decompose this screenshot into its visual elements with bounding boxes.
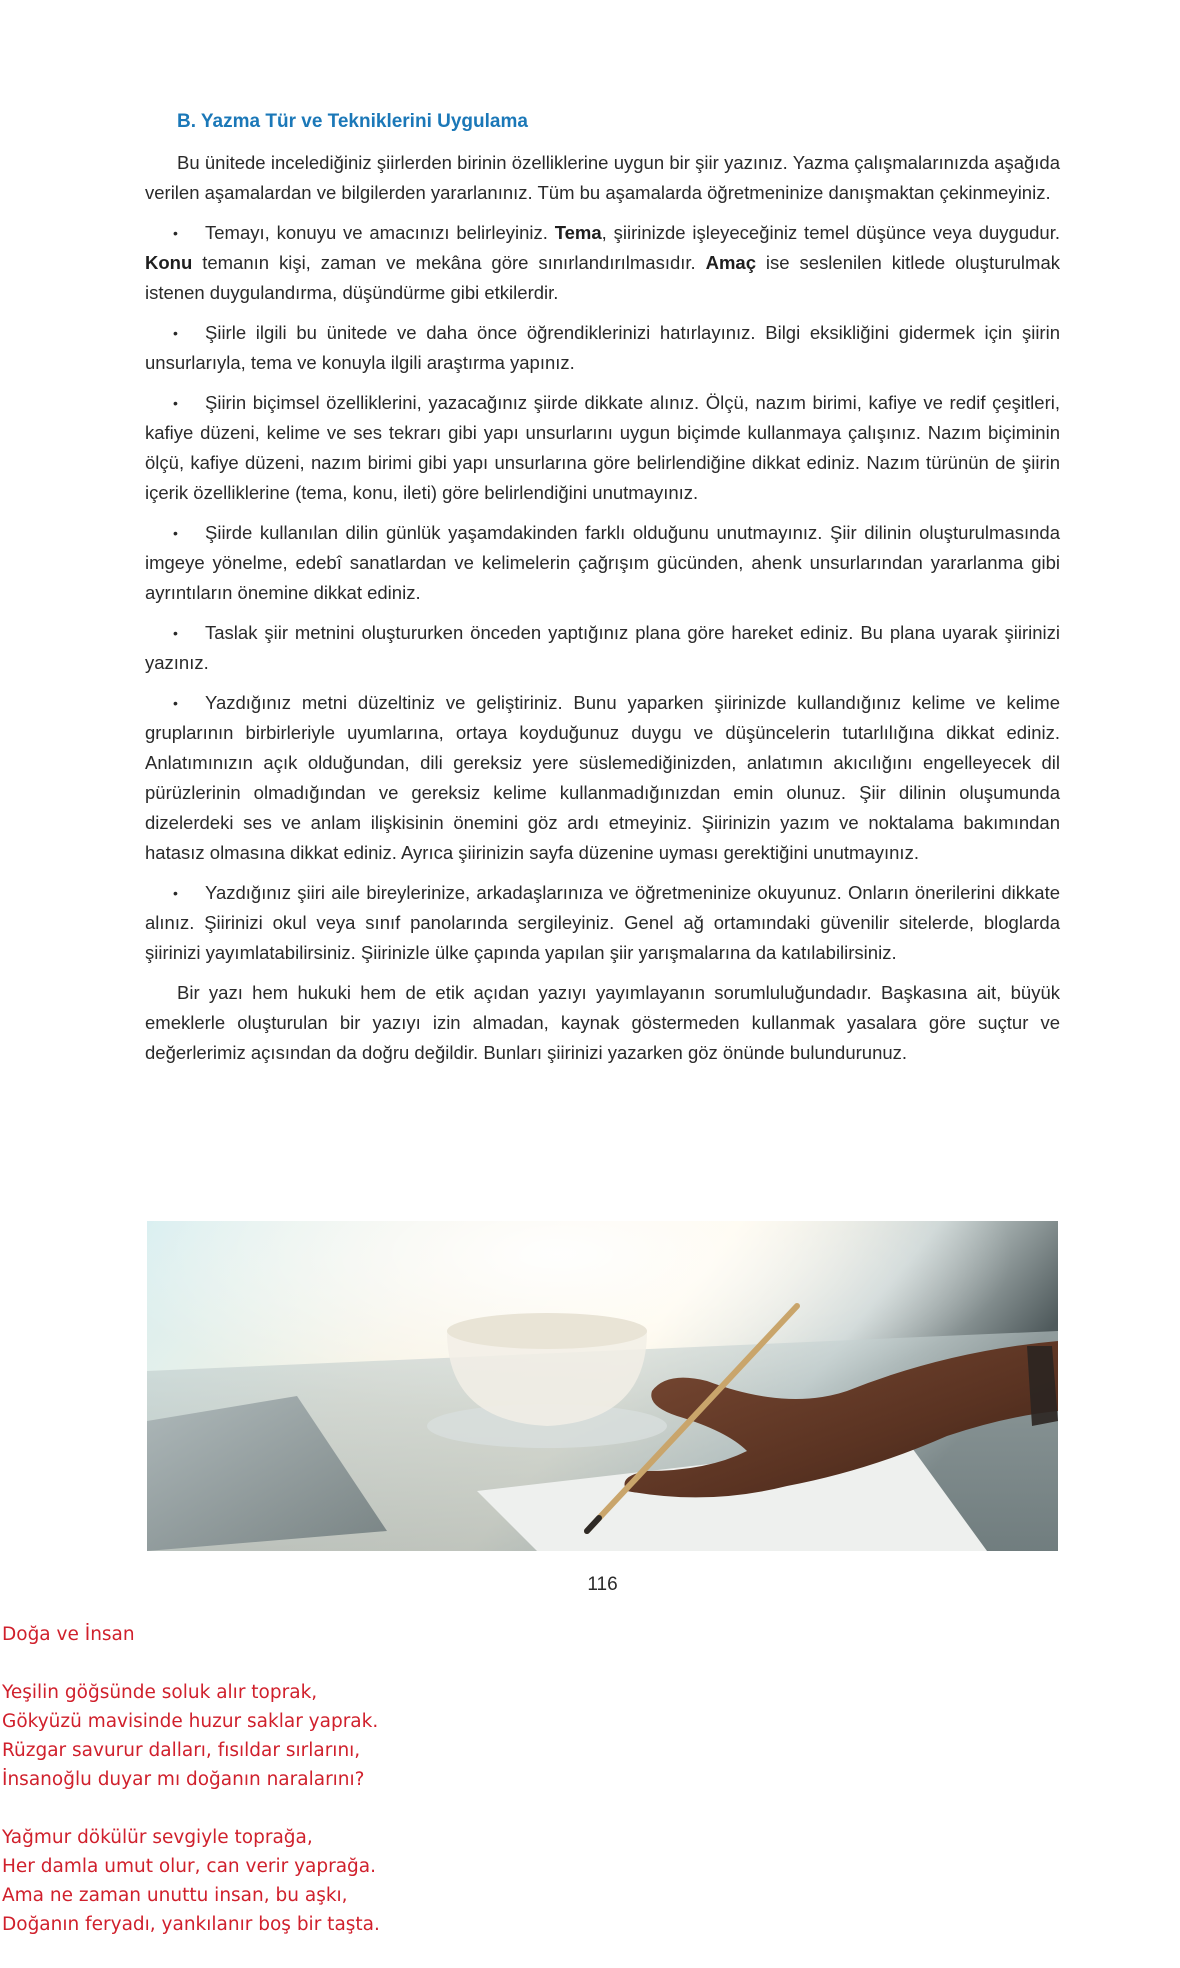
bullet-icon: • xyxy=(173,885,178,901)
poem-line: Yeşilin göğsünde soluk alır toprak, xyxy=(2,1682,318,1703)
bullet-share: • Yazdığınız şiiri aile bireylerinize, arkadaşlarınıza ve öğretmeninize okuyunuz. Onların önerilerini dikkate alınız. Şiirinizi okul veya sınıf panolarında sergileyiniz. Genel ağ ortamındaki güvenilir sitelerde, bloglarda şiirinizi yayımlatabilirsiniz. Şiirinizle ülke çapında yapılan şiir yarışmalarına da katılabilirsiniz. xyxy=(145,878,1060,968)
writing-hand-photo xyxy=(147,1221,1058,1551)
term-konu: Konu xyxy=(145,252,193,273)
poem-line: Yağmur dökülür sevgiyle toprağa, xyxy=(2,1827,313,1848)
intro-paragraph: Bu ünitede incelediğiniz şiirlerden birinin özelliklerine uygun bir şiir yazınız. Yazma çalışmalarınızda aşağıda verilen aşamalardan ve bilgilerden yararlanınız. Tüm bu aşamalarda öğretmeninize danışmaktan çekinmeyiniz. xyxy=(145,152,1060,203)
bullet-icon: • xyxy=(173,395,178,411)
bullet-icon: • xyxy=(173,625,178,641)
bullet-draft: • Taslak şiir metnini oluştururken önceden yaptığınız plana göre hareket ediniz. Bu plana uyarak şiirinizi yazınız. xyxy=(145,618,1060,678)
poem-line: Ama ne zaman unuttu insan, bu aşkı, xyxy=(2,1885,348,1906)
poem-line: Gökyüzü mavisinde huzur saklar yaprak. xyxy=(2,1711,379,1732)
bullet-icon: • xyxy=(173,695,178,711)
poem xyxy=(2,1620,602,1968)
bullet-research: • Şiirle ilgili bu ünitede ve daha önce öğrendiklerinizi hatırlayınız. Bilgi eksikliğini gidermek için şiirin unsurlarıyla, tema ve konuyla ilgili araştırma yapınız. xyxy=(145,318,1060,378)
bullet-icon: • xyxy=(173,525,178,541)
bullet-theme: • Temayı, konuyu ve amacınızı belirleyiniz. Tema, şiirinizde işleyeceğiniz temel düşünce veya duygudur. Konu temanın kişi, zaman ve mekâna göre sınırlandırılmasıdır. Amaç ise seslenilen kitlede oluşturulmak istenen duygulandırma, düşündürme gibi etkilerdir. xyxy=(145,218,1060,308)
poem-title: Doğa ve İnsan xyxy=(2,1624,135,1645)
page-number: 116 xyxy=(587,1574,618,1595)
poem-stanza-1 xyxy=(2,1678,602,1794)
poem-line: Her damla umut olur, can verir yaprağa. xyxy=(2,1856,377,1877)
poem-stanza-2 xyxy=(2,1823,602,1939)
bullet-icon: • xyxy=(173,225,178,241)
term-amac: Amaç xyxy=(705,252,756,273)
poem-line: Rüzgar savurur dalları, fısıldar sırlarını, xyxy=(2,1740,361,1761)
term-tema: Tema xyxy=(554,222,602,243)
bullet-language: • Şiirde kullanılan dilin günlük yaşamdakinden farklı olduğunu unutmayınız. Şiir dilinin oluşturulmasında imgeye yönelme, edebî sanatlardan ve kelimelerin çağrışım gücünden, ahenk unsurlarından yararlanma gibi ayrıntıların önemine dikkat ediniz. xyxy=(145,518,1060,608)
bullet-revise: • Yazdığınız metni düzeltiniz ve geliştiriniz. Bunu yaparken şiirinizde kullandığınız kelime ve kelime gruplarının birbirleriyle uyumlarına, ortaya koyduğunuz duygu ve düşüncelerin tutarlılığına dikkat ediniz. Anlatımınızın açık olduğundan, dili gereksiz yere süslemediğinizden, anlatımın akıcılığını engelleyecek dil pürüzlerinin olmadığından ve gereksiz kelime kullanmadığınızdan emin olunuz. Şiir dilinin oluşumunda dizelerdeki ses ve anlam ilişkisinin önemini göz ardı etmeyiniz. Şiirinizin yazım ve noktalama bakımından hatasız olmasına dikkat ediniz. Ayrıca şiirinizin sayfa düzenine uyması gerektiğini unutmayınız. xyxy=(145,688,1060,868)
bullet-icon: • xyxy=(173,325,178,341)
page-content xyxy=(145,110,1060,1078)
bullet-form: • Şiirin biçimsel özelliklerini, yazacağınız şiirde dikkate alınız. Ölçü, nazım birimi, kafiye ve redif çeşitleri, kafiye düzeni, kelime ve ses tekrarı gibi yapı unsurlarını uygun biçimde kullanmaya çalışınız. Nazım biçiminin ölçü, kafiye düzeni, nazım birimi gibi yapı unsurlarına göre belirlendiğine dikkat ediniz. Nazım türünün de şiirin içerik özelliklerine (tema, konu, ileti) göre belirlendiğini unutmayınız. xyxy=(145,388,1060,508)
poem-line: İnsanoğlu duyar mı doğanın naralarını? xyxy=(2,1769,365,1790)
section-title: B. Yazma Tür ve Tekniklerini Uygulama xyxy=(177,111,528,132)
poem-line: Doğanın feryadı, yankılanır boş bir taşta. xyxy=(2,1914,380,1935)
closing-paragraph: Bir yazı hem hukuki hem de etik açıdan yazıyı yayımlayanın sorumluluğundadır. Başkasına ait, büyük emeklerle oluşturulan bir yazıyı izin almadan, kaynak göstermeden kullanmak yasalara göre suçtur ve değerlerimiz açısından da doğru değildir. Bunları şiirinizi yazarken göz önünde bulundurunuz. xyxy=(145,982,1060,1063)
